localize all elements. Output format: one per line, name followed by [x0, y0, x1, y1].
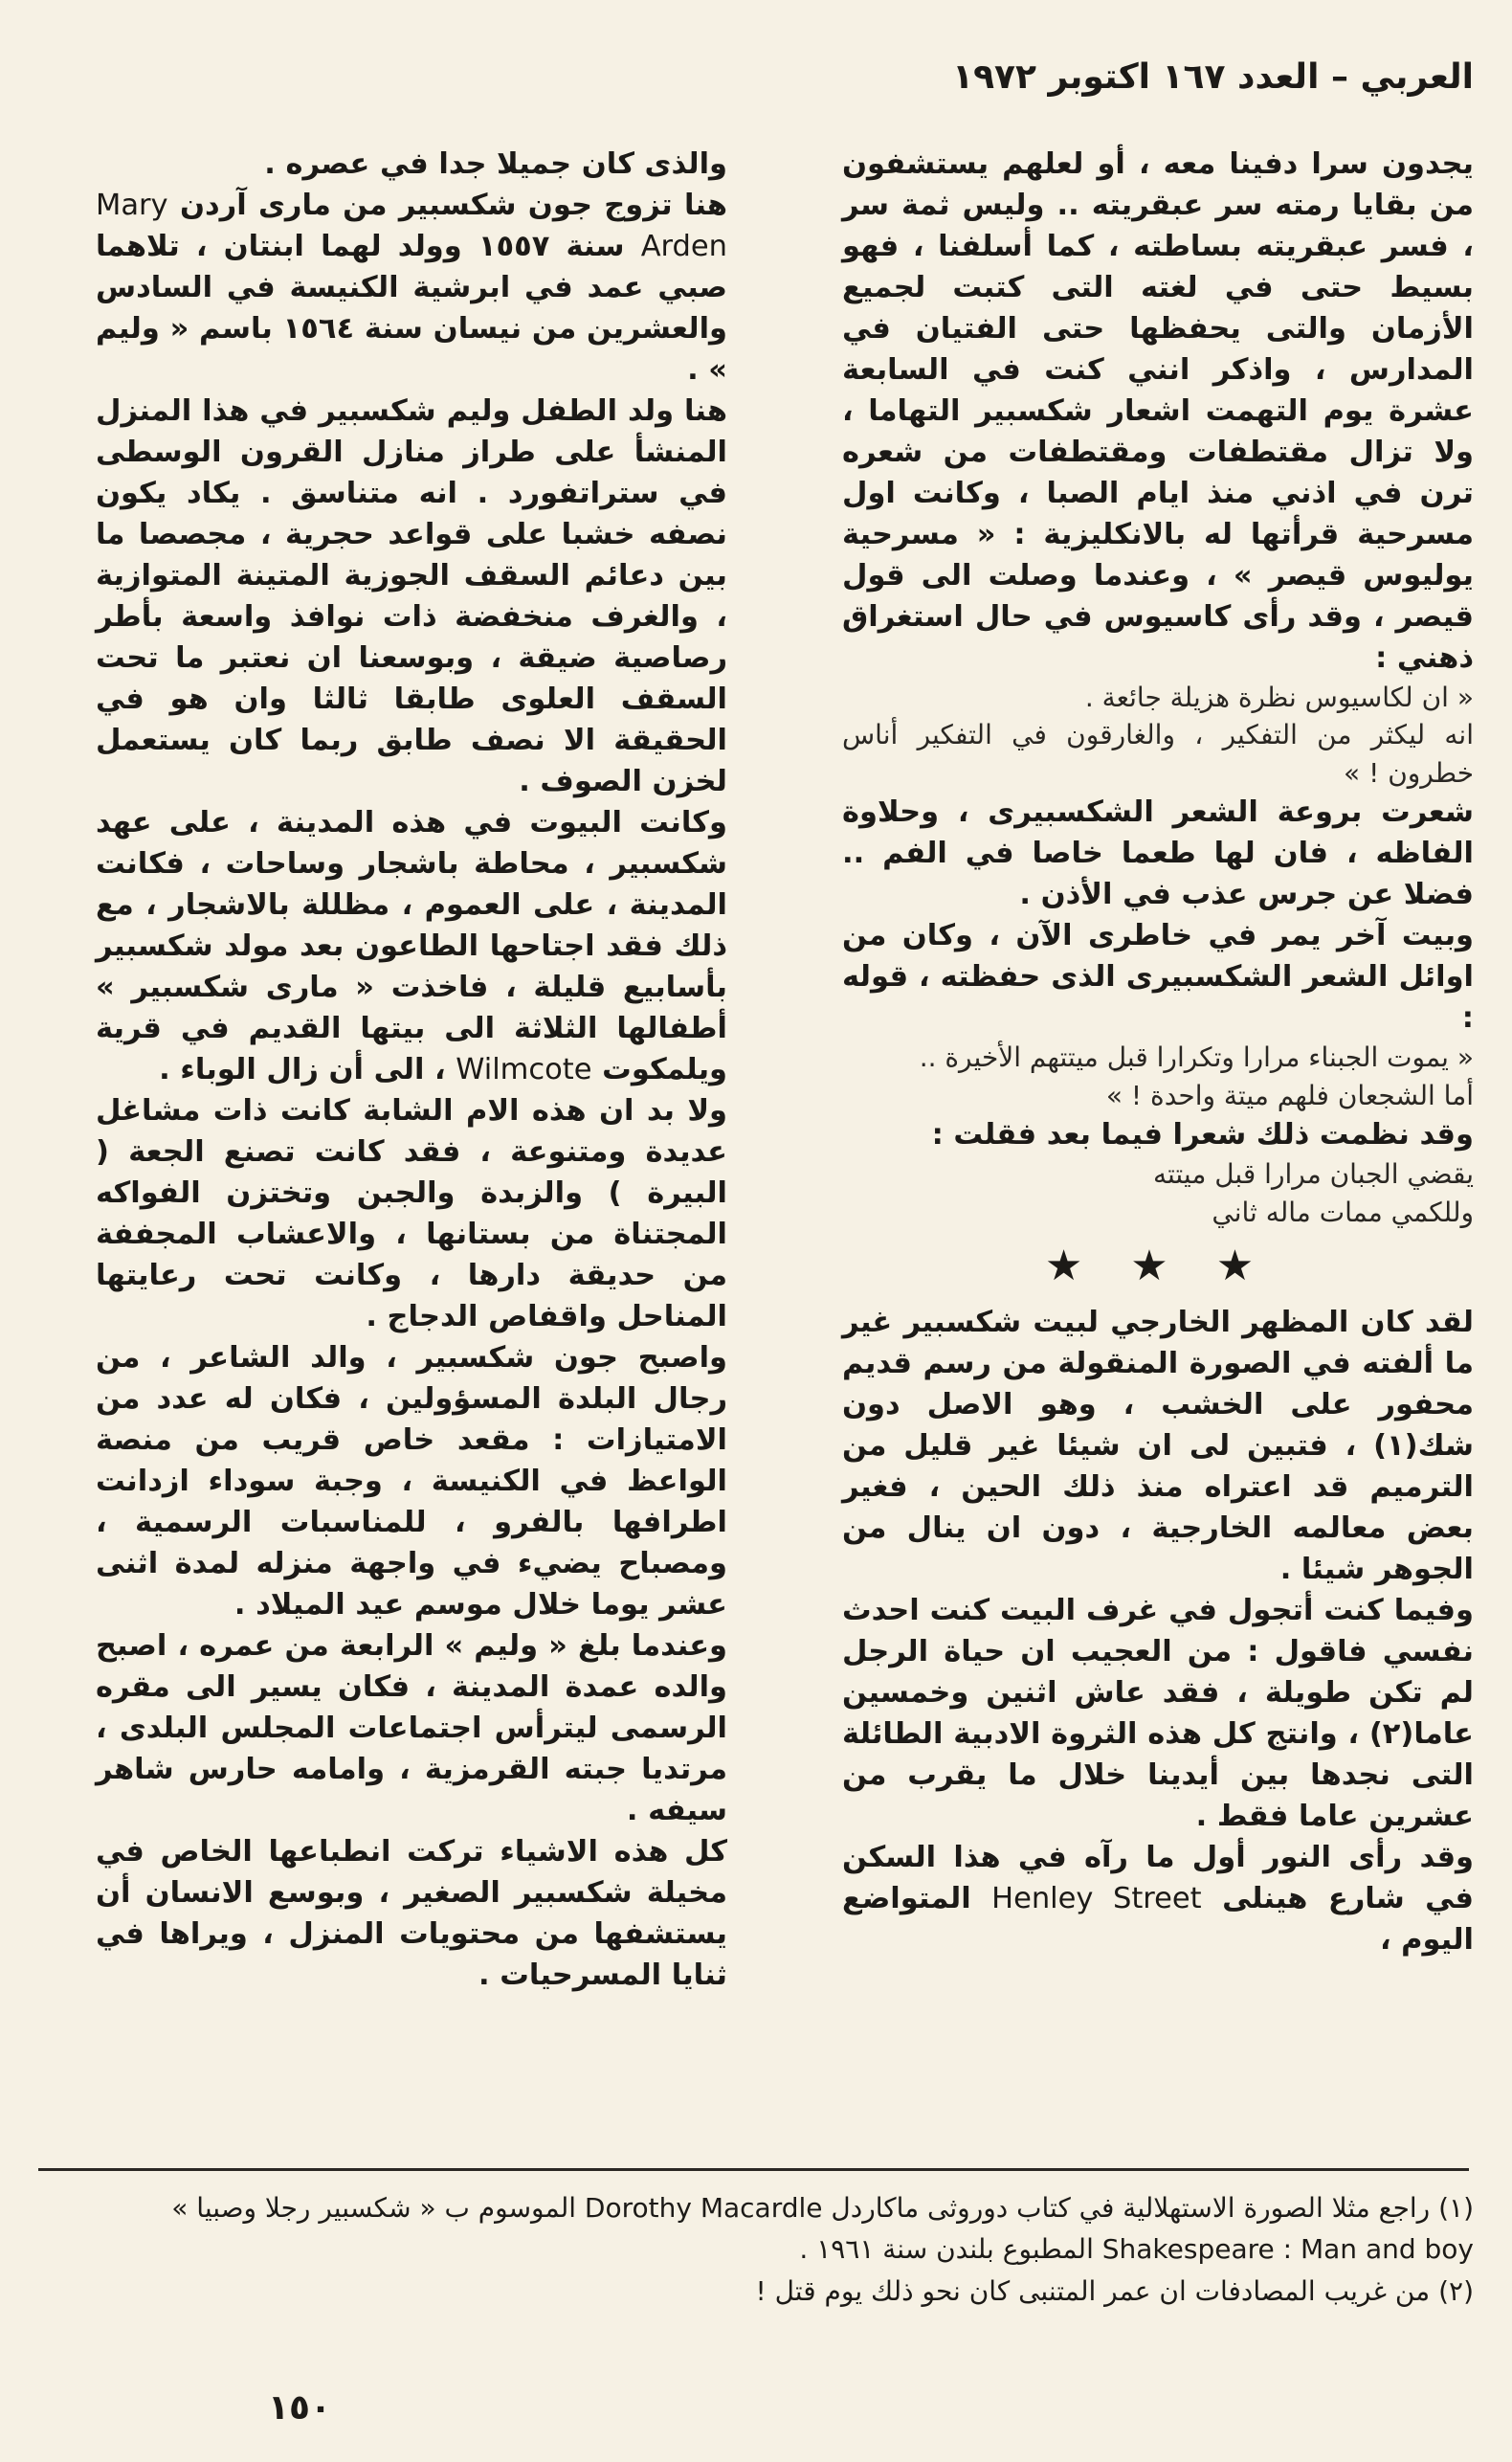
paragraph: ولا بد ان هذه الام الشابة كانت ذات مشاغل عديدة ومتنوعة ، فقد كانت تصنع الجعة ( البيرة ) والزبدة والجبن وتختزن الفواكه المجتناة من بستانها ، والاعشاب المجففة من حديقة دارها ، وكانت تحت رعايتها المناحل واقفاص الدجاج .	[96, 1094, 727, 1333]
paragraph: وقد رأى النور أول ما رآه في هذا السكن في شارع هينلى Henley Street المتواضع اليوم ،	[842, 1841, 1474, 1958]
paragraph: يقضي الجبان مرارا قبل ميتته	[1152, 1158, 1474, 1191]
page-number: ١٥٠	[268, 2388, 331, 2428]
paragraph: « ان لكاسيوس نظرة هزيلة جائعة .	[1084, 682, 1474, 713]
paragraph: هنا تزوج جون شكسبير من مارى آردن Mary Arden سنة ١٥٥٧ وولد لهما ابنتان ، تلاهما صبي عمد في ابرشية الكنيسة في السادس والعشرين من نيسان سنة ١٥٦٤ باسم « وليم » .	[96, 189, 728, 387]
paragraph: وبيت آخر يمر في خاطرى الآن ، وكان من اوائل الشعر الشكسبيرى الذى حفظته ، قوله :	[842, 919, 1474, 1036]
paragraph: وكانت البيوت في هذه المدينة ، على عهد شكسبير ، محاطة باشجار وساحات ، فكانت المدينة ، على العموم ، مظللة بالاشجار ، مع ذلك فقد اجتاحها الطاعون بعد مولد شكسبير بأسابيع قليلة ، فاخذت « مارى شكسبير » أطفالها الثلاثة الى بيتها القديم في قرية ويلمكوت Wilmcote ، الى أن زال الوباء .	[96, 806, 727, 1086]
right-column	[842, 144, 1474, 1960]
section-divider-stars: ★ ★ ★	[1044, 1242, 1272, 1291]
footnote-divider	[38, 2168, 1469, 2171]
paragraph: « يموت الجبناء مرارا وتكرارا قبل ميتتهم الأخيرة ..	[919, 1041, 1474, 1074]
paragraph: شعرت بروعة الشعر الشكسبيرى ، وحلاوة الفاظه ، فان لها طعما خاصا في الفم .. فضلا عن جرس عذب في الأذن .	[842, 795, 1474, 912]
paragraph: أما الشجعان فلهم ميتة واحدة ! »	[1105, 1079, 1474, 1111]
footnote-1: (١) راجع مثلا الصورة الاستهلالية في كتاب دوروثى ماكاردل Dorothy Macardle الموسوم ب « شكسبير رجلا وصبيا » Shakespeare : Man and boy المطبوع بلندن سنة ١٩٦١ .	[171, 2192, 1474, 2266]
paragraph: لقد كان المظهر الخارجي لبيت شكسبير غير ما ألفته في الصورة المنقولة من رسم قديم محفور على الخشب ، وهو الاصل دون شك(١) ، فتبين لى ان شيئا غير قليل من الترميم قد اعتراه منذ ذلك الحين ، فغير بعض معالمه الخارجية ، دون ان ينال من الجوهر شيئا .	[842, 1306, 1474, 1587]
paragraph: انه ليكثر من التفكير ، والغارقون في التفكير أناس خطرون ! »	[842, 719, 1474, 789]
paragraph: والذى كان جميلا جدا في عصره .	[264, 147, 727, 181]
paragraph: وقد نظمت ذلك شعرا فيما بعد فقلت :	[931, 1118, 1474, 1153]
footnotes	[43, 2187, 1474, 2312]
paragraph: يجدون سرا دفينا معه ، أو لعلهم يستشفون من بقايا رمته سر عبقريته .. وليس ثمة سر ، فسر عبقريته بساطته ، كما أسلفنا ، فهو بسيط حتى في لغته التى كتبت لجميع الأزمان والتى يحفظها حتى الفتيان في المدارس ، واذكر انني كنت في السابعة عشرة يوم التهمت اشعار شكسبير التهاما ، ولا تزال مقتطفات ومقتطفات من شعره ترن في اذني منذ ايام الصبا ، وكانت اول مسرحية قرأتها له بالانكليزية : « مسرحية يوليوس قيصر » ، وعندما وصلت الى قول قيصر ، وقد رأى كاسيوس في حال استغراق ذهني :	[842, 147, 1474, 675]
paragraph: وللكمي ممات ماله ثاني	[1212, 1196, 1474, 1228]
left-column	[96, 144, 727, 1996]
paragraph: وعندما بلغ « وليم » الرابعة من عمره ، اصبح والده عمدة المدينة ، فكان يسير الى مقره الرسمى ليترأس اجتماعات المجلس البلدى ، مرتديا جبته القرمزية ، وامامه حارس شاهر سيفه .	[96, 1629, 727, 1827]
paragraph: كل هذه الاشياء تركت انطباعها الخاص في مخيلة شكسبير الصغير ، وبوسع الانسان أن يستشفها من محتويات المنزل ، ويراها في ثنايا المسرحيات .	[96, 1835, 727, 1992]
paragraph: وفيما كنت أتجول في غرف البيت كنت احدث نفسي فاقول : من العجيب ان حياة الرجل لم تكن طويلة ، فقد عاش اثنين وخمسين عاما(٢) ، وانتج كل هذه الثروة الادبية الطائلة التى نجدها بين أيدينا خلال ما يقرب من عشرين عاما فقط .	[842, 1594, 1474, 1834]
paragraph: واصبح جون شكسبير ، والد الشاعر ، من رجال البلدة المسؤولين ، فكان له عدد من الامتيازات : مقعد خاص قريب من منصة الواعظ في الكنيسة ، وجبة سوداء ازدانت اطرافها بالفرو ، للمناسبات الرسمية ، ومصباح يضيء في واجهة منزله لمدة اثنى عشر يوما خلال موسم عيد الميلاد .	[96, 1341, 727, 1622]
paragraph: هنا ولد الطفل وليم شكسبير في هذا المنزل المنشأ على طراز منازل القرون الوسطى في ستراتفورد . انه متناسق . يكاد يكون نصفه خشبا على قواعد حجرية ، مجصصا ما بين دعائم السقف الجوزية المتينة المتوازية ، والغرف منخفضة ذات نوافذ واسعة بأطر رصاصية ضيقة ، وبوسعنا ان نعتبر ما تحت السقف العلوى طابقا ثالثا وان هو في الحقيقة الا نصف طابق ربما كان يستعمل لخزن الصوف .	[96, 394, 727, 798]
running-header: العربي – العدد ١٦٧ اكتوبر ١٩٧٢	[952, 57, 1474, 97]
footnote-2: (٢) من غريب المصادفات ان عمر المتنبى كان نحو ذلك يوم قتل !	[755, 2274, 1474, 2307]
